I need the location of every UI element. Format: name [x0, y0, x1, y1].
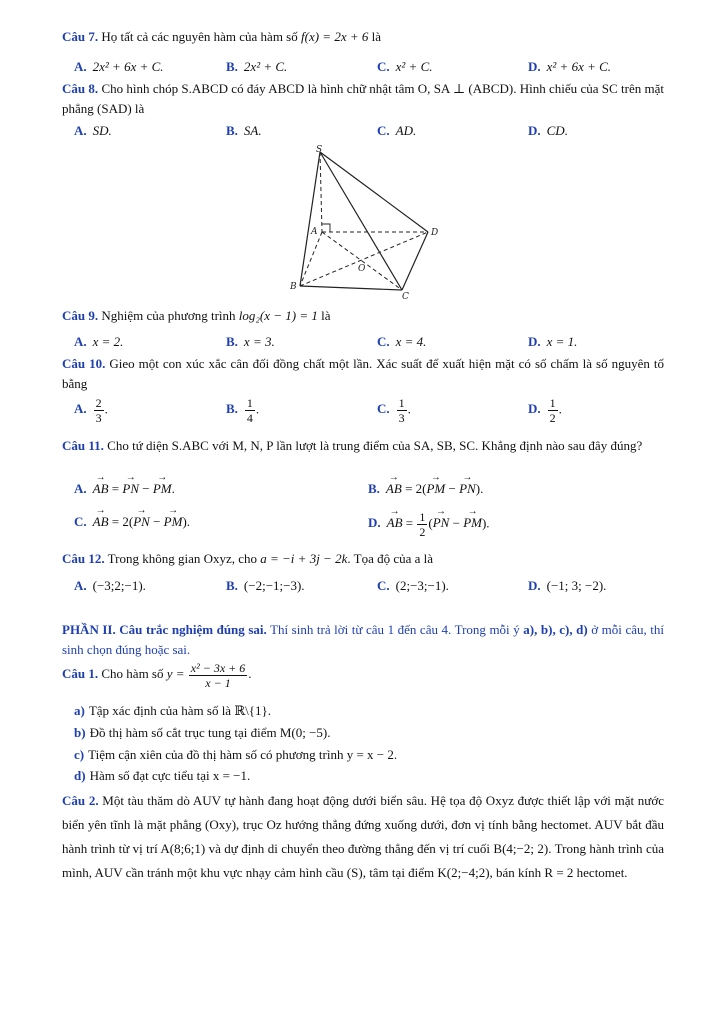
- question-text: Cho hình chóp S.ABCD có đáy ABCD là hình chữ nhật tâm O, SA ⊥ (ABCD). Hình chiếu của SC trên mặt phẳng (SAD) là: [62, 81, 664, 116]
- numerator: 1: [549, 396, 556, 410]
- option-text: x = 2.: [92, 334, 124, 349]
- question-10: [62, 354, 664, 394]
- pyramid-figure: [270, 140, 450, 300]
- part2-question-2: [62, 789, 664, 885]
- option-d[interactable]: [528, 121, 568, 141]
- label-s: S: [316, 145, 323, 155]
- option-label: C.: [377, 578, 390, 593]
- question-8: [62, 79, 664, 119]
- option-label: D.: [368, 515, 381, 531]
- label-a: A: [311, 227, 318, 237]
- option-label: C.: [377, 334, 390, 349]
- denominator: 4: [246, 411, 253, 425]
- option-label: D.: [528, 334, 541, 349]
- question-tail: . Tọa độ của a là: [347, 551, 434, 566]
- denominator: 3: [95, 411, 102, 425]
- option-text: x = 1.: [546, 334, 578, 349]
- edge-ab: [300, 232, 322, 286]
- function-fraction: [189, 661, 247, 690]
- part-intro-items: a), b), c), d): [523, 622, 588, 637]
- question-tail: là: [371, 29, 381, 44]
- option-text: x = 4.: [395, 334, 427, 349]
- option-label: B.: [226, 123, 238, 138]
- option-label: A.: [74, 401, 87, 417]
- edge-sa: [320, 152, 322, 232]
- statement-text: Tiệm cận xiên của đồ thị hàm số có phương trình y = x − 2.: [88, 747, 398, 762]
- question-label: Câu 2.: [62, 793, 99, 808]
- option-label: B.: [368, 481, 380, 496]
- question-label: Câu 1.: [62, 666, 99, 681]
- option-text: x² + C.: [395, 59, 433, 74]
- option-a[interactable]: A.→ AB = → PN − → PM.: [74, 479, 175, 499]
- statement-text: Tập xác định của hàm số là ℝ\{1}.: [88, 703, 271, 718]
- right-angle-marker: [322, 224, 330, 232]
- option-label: D.: [528, 578, 541, 593]
- option-label: C.: [377, 401, 390, 417]
- option-a[interactable]: [74, 332, 123, 352]
- option-text: SD.: [92, 123, 112, 138]
- part2-question-1: Câu 1. Cho hàm số y = $\frac{\text{x² − 3x + 6}}{x - 1}$ .: [62, 660, 252, 690]
- edge-sb: [300, 152, 320, 286]
- vector-expression: a = −i + 3j − 2k: [260, 551, 348, 566]
- option-a[interactable]: A. $\frac{2}{3}$ .: [74, 396, 108, 425]
- denominator: 2: [549, 411, 556, 425]
- option-label: B.: [226, 401, 238, 417]
- fraction: [94, 396, 104, 425]
- option-c[interactable]: C.→ AB = 2(→ PN − → PM).: [74, 512, 190, 532]
- question-7: [62, 27, 664, 47]
- option-text: 2x² + 6x + C.: [92, 59, 164, 74]
- option-text: x = 3.: [243, 334, 275, 349]
- label-b: B: [290, 282, 297, 292]
- option-text: x² + 6x + C.: [546, 59, 612, 74]
- statement-label: a): [74, 703, 85, 718]
- option-c[interactable]: [377, 57, 433, 77]
- edge-bc: [300, 286, 402, 290]
- option-label: D.: [528, 401, 541, 417]
- statement-a[interactable]: [74, 701, 271, 721]
- question-label: Câu 8.: [62, 81, 99, 96]
- question-text: Gieo một con xúc xắc cân đối đồng chất một lần. Xác suất để xuất hiện mặt có số chấm là số nguyên tố bằng: [62, 356, 665, 391]
- numerator: 1: [246, 396, 253, 410]
- option-b[interactable]: [226, 57, 287, 77]
- question-text: Họ tất cả các nguyên hàm của hàm số: [101, 29, 298, 44]
- option-text: CD.: [546, 123, 568, 138]
- question-text: Nghiệm của phương trình: [101, 308, 236, 323]
- option-label: A.: [74, 334, 87, 349]
- option-label: A.: [74, 481, 87, 496]
- edge-sd: [320, 152, 428, 232]
- statement-b[interactable]: [74, 723, 331, 743]
- option-label: C.: [74, 514, 87, 529]
- question-12: [62, 549, 664, 569]
- option-d[interactable]: [528, 57, 611, 77]
- label-o: O: [358, 264, 366, 274]
- statement-text: Hàm số đạt cực tiểu tại x = −1.: [89, 768, 251, 783]
- formula: log₂(x − 1) = 1: [238, 308, 318, 323]
- question-9: [62, 306, 664, 326]
- question-label: Câu 9.: [62, 308, 99, 323]
- statement-label: c): [74, 747, 85, 762]
- question-text: Một tàu thăm dò AUV tự hành đang hoạt động dưới biển sâu. Hệ tọa độ Oxyz được thiết lập với mặt nước biển yên tĩnh là mặt phẳng (Oxy), trục Oz hướng thẳng đứng xuống dưới, đơn vị tính bằng hectomet. AUV bắt đầu hành trình từ vị trí A(8;6;1) và dự định di chuyển theo đường thẳng đến vị trí cuối B(4;−2; 2). Trong hành trình của mình, AUV cần tránh một khu vực nhạy cảm hình cầu (S), tâm tại điểm K(2;−4;2), bán kính R = 2 hectomet.: [62, 793, 664, 880]
- option-c[interactable]: C. $\frac{1}{3}$ .: [377, 396, 411, 425]
- option-text: (−3;2;−1).: [92, 578, 146, 593]
- option-text: (−1; 3; −2).: [546, 578, 607, 593]
- part-intro: Thí sinh trả lời từ câu 1 đến câu 4. Trong mỗi ý: [270, 622, 520, 637]
- option-label: A.: [74, 59, 87, 74]
- option-d[interactable]: D.→ AB = $\frac{1}{2}$ (→ PN − → PM).: [368, 510, 490, 539]
- option-a[interactable]: [74, 57, 164, 77]
- statement-label: b): [74, 725, 86, 740]
- option-b[interactable]: [226, 332, 275, 352]
- fraction: [245, 396, 255, 425]
- numerator: x² − 3x + 6: [190, 660, 246, 675]
- question-label: Câu 10.: [62, 356, 106, 371]
- option-b[interactable]: [226, 576, 305, 596]
- option-text: (2;−3;−1).: [395, 578, 449, 593]
- option-b[interactable]: [226, 121, 262, 141]
- question-label: Câu 7.: [62, 29, 99, 44]
- option-text: 2x² + C.: [243, 59, 288, 74]
- question-label: Câu 12.: [62, 551, 105, 566]
- edge-cd: [402, 232, 428, 290]
- statement-d[interactable]: [74, 766, 250, 786]
- denominator: 3: [398, 411, 405, 425]
- option-label: A.: [74, 123, 87, 138]
- part-title: PHẦN II. Câu trắc nghiệm đúng sai.: [62, 622, 267, 637]
- part-intro-suffix: ở mỗi câu, thí sinh chọn đúng hoặc sai.: [62, 622, 665, 657]
- option-text: SA.: [243, 123, 262, 138]
- option-c[interactable]: [377, 332, 426, 352]
- question-text: Cho tứ diện S.ABC với M, N, P lần lượt là trung điểm của SA, SB, SC. Khẳng định nào sau đây đúng?: [107, 438, 643, 453]
- option-b[interactable]: B.→ AB = 2(→ PM − → PN).: [368, 479, 483, 499]
- statement-label: d): [74, 768, 86, 783]
- option-d[interactable]: D. $\frac{1}{2}$ .: [528, 396, 562, 425]
- question-text: Cho hàm số: [101, 666, 164, 681]
- label-c: C: [402, 292, 409, 300]
- option-b[interactable]: B. $\frac{1}{4}$ .: [226, 396, 260, 425]
- label-d: D: [431, 228, 439, 238]
- option-d[interactable]: [528, 576, 606, 596]
- question-text: Trong không gian Oxyz, cho: [107, 551, 258, 566]
- option-text: AD.: [395, 123, 417, 138]
- fraction: [548, 396, 558, 425]
- statement-c[interactable]: [74, 745, 397, 765]
- option-label: B.: [226, 578, 238, 593]
- question-11: [62, 436, 664, 456]
- option-a[interactable]: [74, 576, 146, 596]
- statement-text: Đồ thị hàm số cắt trục tung tại điểm M(0; −5).: [89, 725, 331, 740]
- question-label: Câu 11.: [62, 438, 104, 453]
- option-label: B.: [226, 59, 238, 74]
- option-label: D.: [528, 123, 541, 138]
- option-label: B.: [226, 334, 238, 349]
- formula: f(x) = 2x + 6: [301, 29, 369, 44]
- option-c[interactable]: [377, 121, 416, 141]
- option-text: (−2;−1;−3).: [243, 578, 305, 593]
- option-a[interactable]: [74, 121, 112, 141]
- diagonal-ac: [322, 232, 402, 290]
- denominator: x − 1: [205, 675, 231, 690]
- option-c[interactable]: [377, 576, 449, 596]
- fraction: [397, 396, 407, 425]
- numerator: 2: [95, 396, 102, 410]
- numerator: 1: [398, 396, 405, 410]
- option-d[interactable]: [528, 332, 577, 352]
- option-label: D.: [528, 59, 541, 74]
- option-label: C.: [377, 123, 390, 138]
- option-label: A.: [74, 578, 87, 593]
- part-2-heading: [62, 620, 664, 660]
- option-label: C.: [377, 59, 390, 74]
- question-tail: là: [321, 308, 331, 323]
